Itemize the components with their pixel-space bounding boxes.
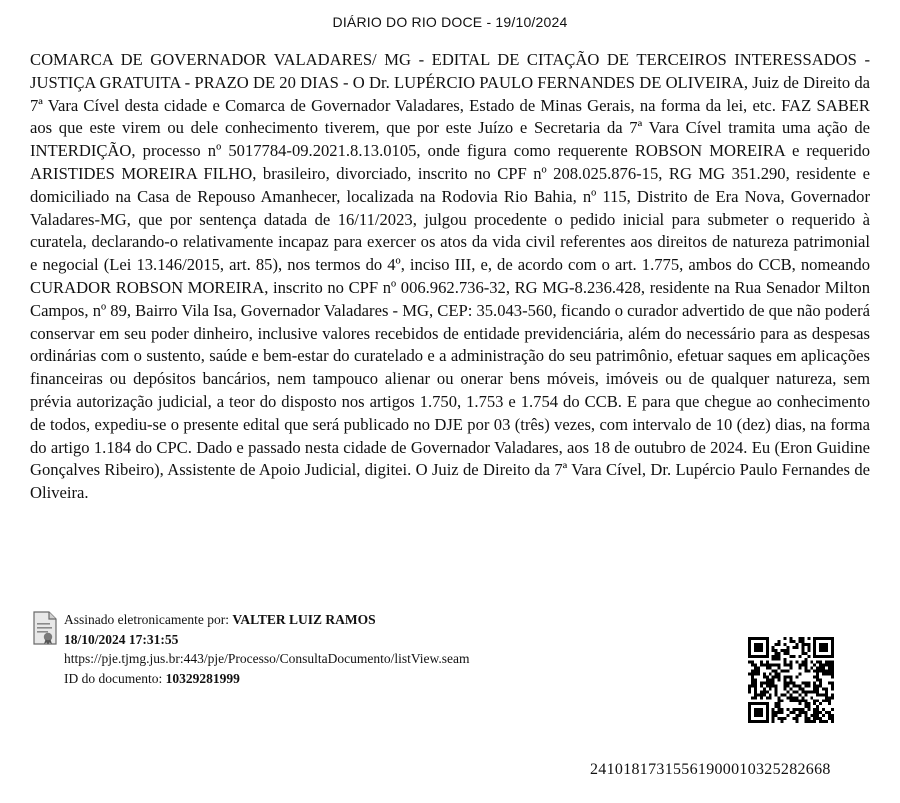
signed-by-label: Assinado eletronicamente por: <box>64 612 229 627</box>
signed-datetime: 18/10/2024 17:31:55 <box>64 631 179 647</box>
verification-url[interactable]: https://pje.tjmg.jus.br:443/pje/Processo/ConsultaDocumento/listView.seam <box>64 651 470 666</box>
qr-code-icon[interactable] <box>748 637 834 723</box>
signer-name: VALTER LUIZ RAMOS <box>232 612 376 627</box>
signed-document-icon <box>32 611 58 645</box>
document-code: 24101817315561900010325282668 <box>590 761 831 778</box>
document-id: 10329281999 <box>165 670 240 686</box>
edital-body-text: COMARCA DE GOVERNADOR VALADARES/ MG - EDITAL DE CITAÇÃO DE TERCEIROS INTERESSADOS - JUSTIÇA GRATUITA - PRAZO DE 20 DIAS - O Dr. LUPÉRCIO PAULO FERNANDES DE OLIVEIRA, Juiz de Direito da 7ª Vara Cível desta cidade e Comarca de Governador Valadares, Estado de Minas Gerais, na forma da lei, etc. FAZ SABER aos que este virem ou dele conhecimento tiverem, que por este Juízo e Secretaria da 7ª Vara Cível tramita uma ação de INTERDIÇÃO, processo nº 5017784-09.2021.8.13.0105, onde figura como requerente ROBSON MOREIRA e requerido ARISTIDES MOREIRA FILHO, brasileiro, divorciado, inscrito no CPF nº 208.025.876-15, RG MG 351.290, residente e domiciliado na Casa de Repouso Amanhecer, localizada na Rodovia Rio Bahia, nº 115, Distrito de Era Nova, Governador Valadares-MG, que por sentença datada de 16/11/2023, julgou procedente o pedido inicial para submeter o requerido à curatela, declarando-o relativamente incapaz para exercer os atos da vida civil referentes aos direitos de natureza patrimonial e negocial (Lei 13.146/2015, art. 85), nos termos do 4º, inciso III, e, de acordo com o art. 1.775, ambos do CCB, nomeando CURADOR ROBSON MOREIRA, inscrito no CPF nº 006.962.736-32, RG MG-8.236.428, residente na Rua Senador Milton Campos, nº 89, Bairro Vila Isa, Governador Valadares - MG, CEP: 35.043-560, ficando o curador advertido de que não poderá conservar em seu poder dinheiro, inclusive valores recebidos de entidade previdenciária, além do necessário para as despesas ordinárias com o sustento, saúde e bem-estar do curatelado e a administração do seu patrimônio, efetuar saques em aplicações financeiras ou depósitos bancários, nem tampouco alienar ou onerar bens móveis, imóveis ou de qualquer natureza, sem prévia autorização judicial, a teor do disposto nos artigos 1.750, 1.753 e 1.754 do CCB. E para que chegue ao conhecimento de todos, expediu-se o presente edital que será publicado no DJE por 03 (três) vezes, com intervalo de 10 (dez) dias, na forma do artigo 1.184 do CPC. Dado e passado nesta cidade de Governador Valadares, aos 18 de outubro de 2024. Eu (Eron Guidine Gonçalves Ribeiro), Assistente de Apoio Judicial, digitei. O Juiz de Direito da 7ª Vara Cível, Dr. Lupércio Paulo Fernandes de Oliveira. <box>30 50 870 503</box>
document-id-label: ID do documento: <box>64 670 163 686</box>
page-header: DIÁRIO DO RIO DOCE - 19/10/2024 <box>332 14 568 30</box>
